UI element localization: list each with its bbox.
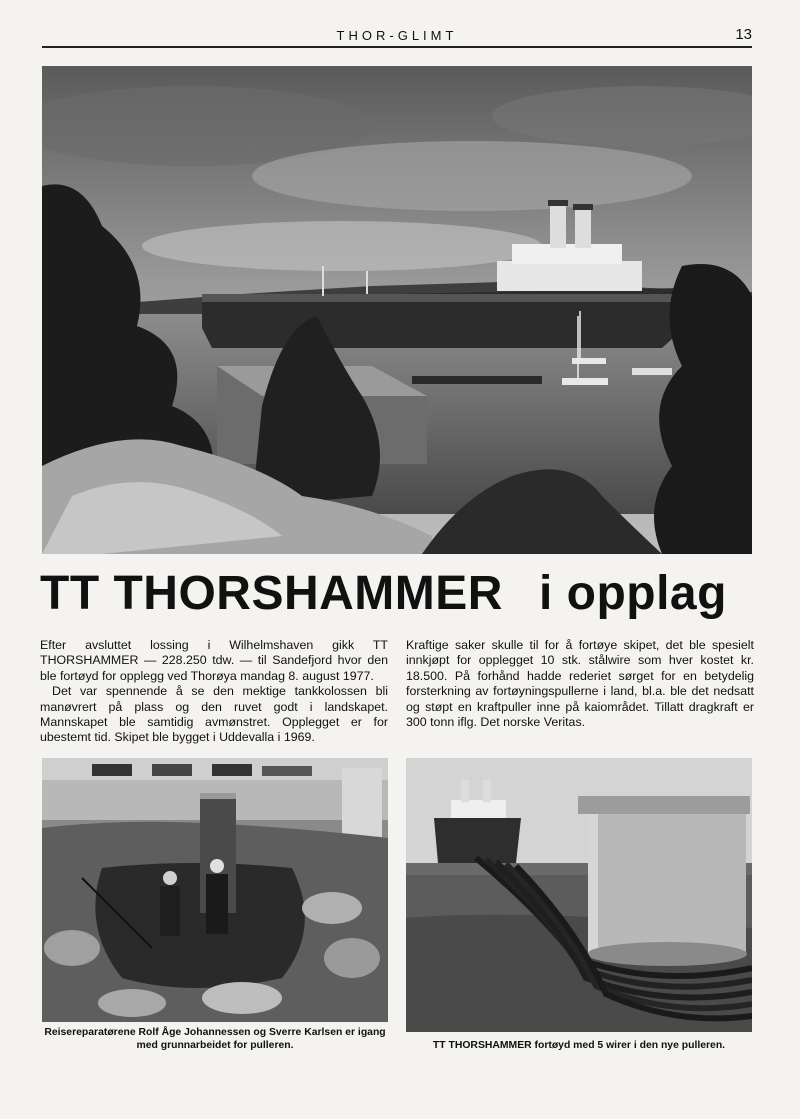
article-paragraph: Efter avsluttet lossing i Wilhelmshaven gikk TT THORSHAMMER — 228.250 tdw. — til Sandefjord hvor den ble fortøyd for opplegg ved Thorøya mandag 8. august 1977. (40, 638, 388, 683)
mooring-photo-illustration (406, 758, 752, 1032)
article-column-right (406, 638, 754, 730)
caption-left: Reisereparatørene Rolf Åge Johannessen og Sverre Karlsen er igang med grunnarbeidet for pulleren. (44, 1027, 386, 1051)
headline-main: TT THORSHAMMER (40, 567, 503, 620)
caption-right: TT THORSHAMMER fortøyd med 5 wirer i den nye pulleren. (432, 1040, 726, 1051)
page-number: 13 (735, 26, 752, 43)
headline (40, 567, 756, 620)
running-header (42, 26, 752, 48)
tanker-photo-illustration (42, 66, 752, 554)
article-paragraph: Kraftige saker skulle til for å fortøye skipet, det ble spesielt innkjøpt for opplegget 10 stk. stålwire som hver kostet kr. 18.500. På forhånd hadde rederiet sørget for en betydelig forsterkning av fortøyningspullerne i land, bl.a. ble det nedsatt og støpt en kraftpuller inne på kaiområdet. Tillatt dragkraft er 300 tonn iflg. Det norske Veritas. (406, 638, 754, 730)
article-paragraph: Det var spennende å se den mektige tankkolossen bli manøvrert på plass og den ruvet godt i landskapet. Mannskapet ble samtidig avmønstret. Opplegget er for ubestemt tid. Skipet ble bygget i Uddevalla i 1969. (40, 684, 388, 745)
magazine-title: THOR-GLIMT (336, 28, 458, 43)
article-column-left (40, 638, 388, 746)
workers-photo-illustration (42, 758, 388, 1022)
headline-tail: i opplag (538, 567, 727, 620)
tanker-photo (42, 66, 752, 554)
mooring-photo (406, 758, 752, 1032)
workers-photo (42, 758, 388, 1022)
